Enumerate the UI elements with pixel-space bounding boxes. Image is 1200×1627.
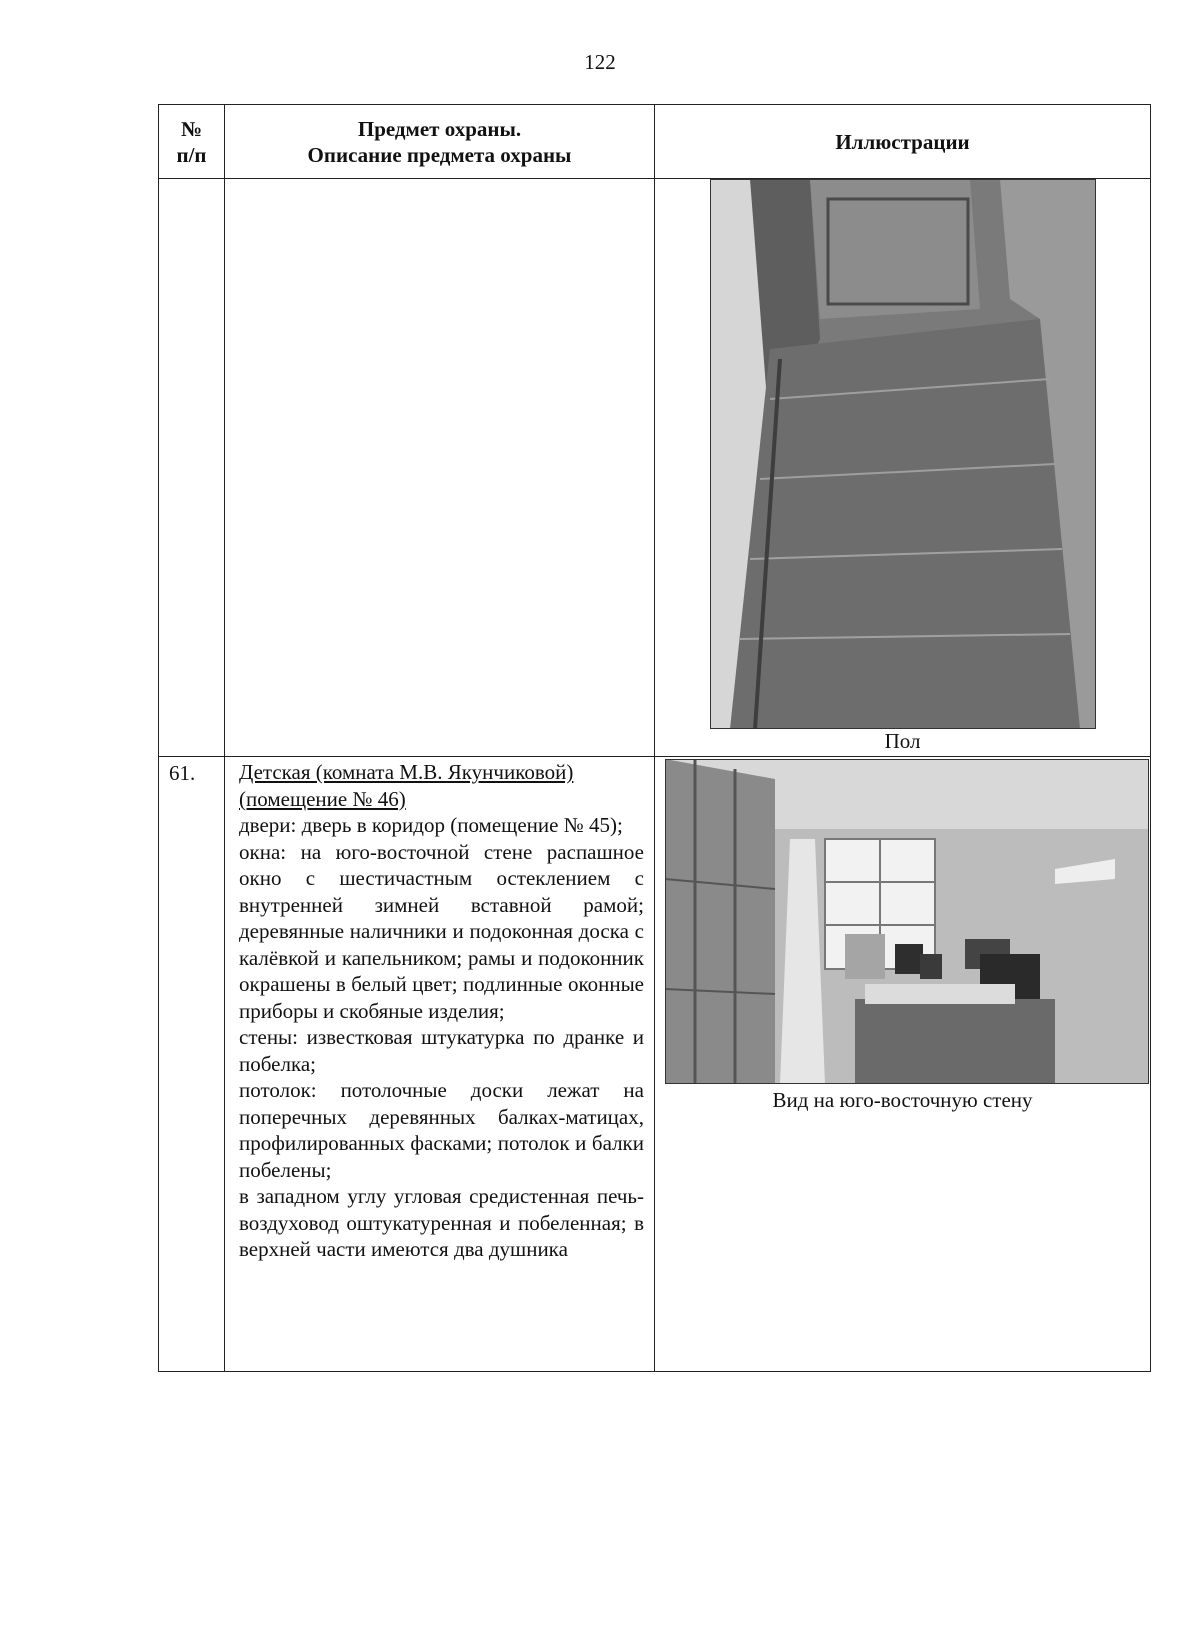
table-header-row [159,105,1151,179]
table-row [159,757,1151,1372]
header-illustrations: Иллюстрации [655,105,1151,179]
description-walls: стены: известковая штукатурка по дранке и побелка; [239,1025,644,1076]
header-description-line2: Описание предмета охраны [307,142,572,167]
row-number: 61. [159,757,225,1372]
table-row [159,179,1151,757]
description-cell [225,757,655,1372]
floor-caption: Пол [884,729,921,753]
header-number-line1: № [180,116,203,141]
empty-number-cell [159,179,225,757]
southeast-wall-caption: Вид на юго-восточную стену [772,1088,1033,1112]
room-title-line1: Детская (комната М.В. Якунчиковой) [239,760,574,784]
southeast-wall-photo [665,759,1149,1084]
header-description [225,105,655,179]
protection-table [158,104,1151,1372]
description-ceiling: потолок: потолочные доски лежат на поперечных деревянных балках-матицах, профилированных фасками; потолок и балки побелены; [239,1078,644,1182]
illustration-cell [655,179,1151,757]
header-number [159,105,225,179]
floor-photo [710,179,1096,729]
header-number-line2: п/п [176,142,207,167]
illustration-cell [655,757,1151,1372]
room-title-line2: (помещение № 46) [239,786,406,811]
description-windows: окна: на юго-восточной стене распашное окно с шестичастным остеклением с внутренней зимней вставной рамой; деревянные наличники и подоконная доска с калёвкой и капельником; рамы и подоконник окрашены в белый цвет; подлинные оконные приборы и скобяные изделия; [239,839,644,1023]
page-number: 122 [584,50,616,74]
header-description-line1: Предмет охраны. [357,116,522,141]
description-doors: двери: дверь в коридор (помещение № 45); [239,813,623,837]
description-stove: в западном углу угловая средистенная печь-воздуховод оштукатуренная и побеленная; в верхней части имеются два душника [239,1184,644,1261]
empty-description-cell [225,179,655,757]
